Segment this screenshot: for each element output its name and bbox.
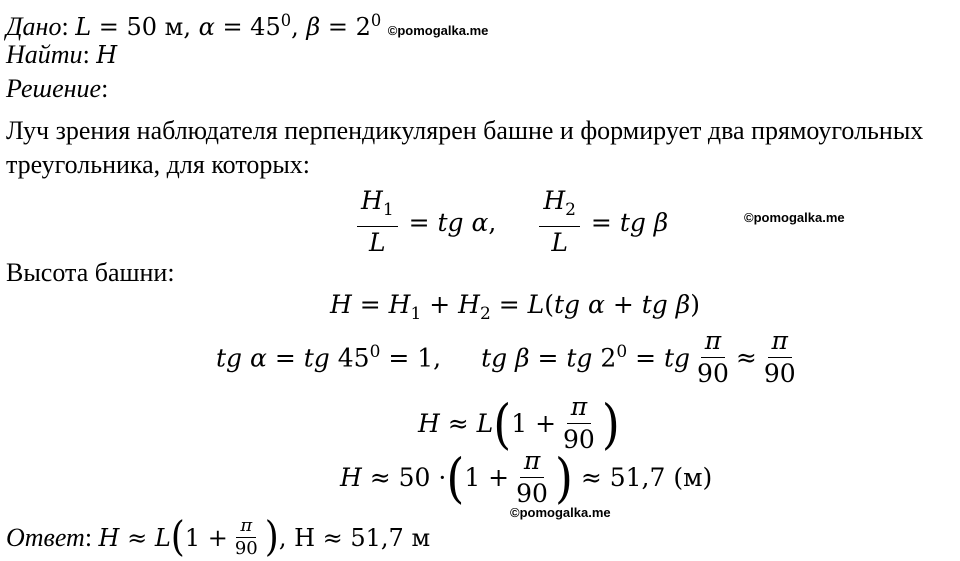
solution-line: Решение: bbox=[6, 74, 109, 103]
given-formula: L = 50 м, $\alpha = 45^0$, $\beta = 2^0$ bbox=[75, 11, 382, 41]
watermark-2: ©pomogalka.me bbox=[744, 210, 845, 225]
fraction-pi-over-90-e: $\frac{\pi}{90}$ bbox=[234, 515, 258, 559]
fraction-h2-over-l: $\frac{H_2}{L}$ bbox=[539, 186, 580, 258]
equation-height-sum: $H = H_1 + H_2 = L(tg$ α + tg β) bbox=[330, 290, 700, 324]
find-value: H bbox=[96, 41, 118, 69]
equation-approx-formula: H ≈ L ( 1 + $\frac{\pi}{90}$ ) bbox=[418, 392, 620, 455]
answer-label: Ответ bbox=[6, 522, 85, 552]
watermark-3: ©pomogalka.me bbox=[510, 505, 611, 520]
answer-value: H ≈ 51,7 м bbox=[294, 523, 431, 552]
fraction-pi-over-90-c: $\frac{\pi}{90}$ bbox=[563, 392, 595, 454]
solution-label: Решение bbox=[6, 74, 102, 103]
equation-numeric: H ≈ 50 · ( 1 + $\frac{\pi}{90}$ ) ≈ 51,7 (м) bbox=[340, 446, 713, 509]
fraction-pi-over-90-a: $\frac{\pi}{90}$ bbox=[697, 326, 729, 388]
equation-ratios: $\frac{H_1}{L}$ = tg α, $\frac{H_2}{L}$ = tg β bbox=[354, 186, 668, 258]
answer-formula: H ≈ L ( 1 + $\frac{\pi}{90}$ ) , H ≈ 51,7 м bbox=[98, 513, 431, 561]
fraction-pi-over-90-b: $\frac{\pi}{90}$ bbox=[763, 326, 796, 388]
fraction-h1-over-l: $\frac{H_1}{L}$ bbox=[357, 186, 398, 258]
fraction-pi-over-90-d: $\frac{\pi}{90}$ bbox=[516, 446, 548, 508]
answer-line: Ответ : H ≈ L ( 1 + $\frac{\pi}{90}$ ) , H ≈ 51,7 м bbox=[6, 513, 431, 561]
height-label: Высота башни: bbox=[6, 258, 175, 287]
find-label: Найти bbox=[6, 40, 83, 69]
watermark-1: ©pomogalka.me bbox=[387, 23, 489, 38]
find-line: Найти: H bbox=[6, 40, 118, 69]
paragraph-line-2: треугольника, для которых: bbox=[6, 150, 311, 179]
equation-tangents: tg α = tg $45^0 = 1$, tg β = tg $2^0$ = tg $\frac{\pi}{90}$ ≈ $\frac{\pi}{90}$ bbox=[216, 326, 803, 389]
given-line: Дано: L = 50 м, $\alpha = 45^0$, $\beta = 2^0$ ©pomogalka.me bbox=[6, 11, 489, 41]
given-label: Дано bbox=[6, 12, 62, 41]
paragraph-line-1: Луч зрения наблюдателя перпендикулярен башне и формирует два прямоугольных bbox=[6, 116, 924, 145]
